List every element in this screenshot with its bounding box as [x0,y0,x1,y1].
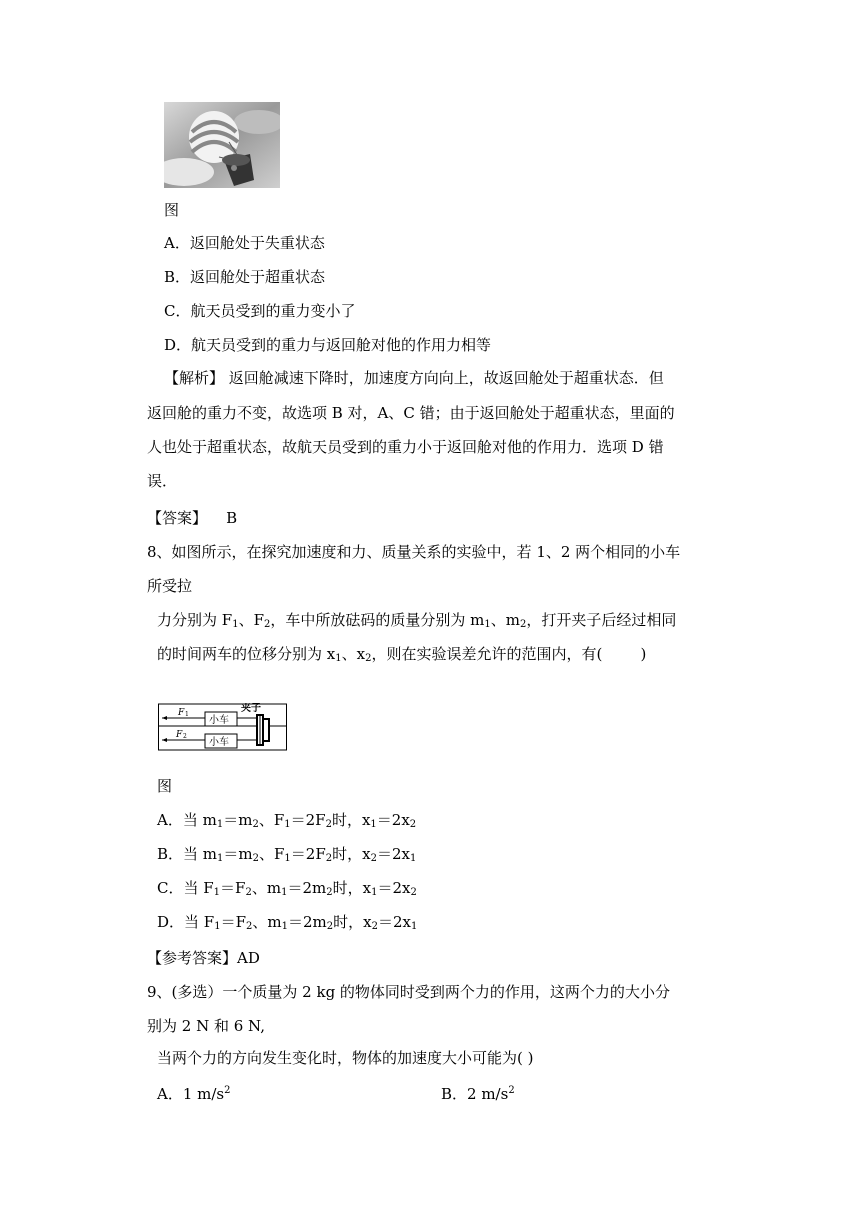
question-9-line: 别为 2 N 和 6 N, [147,1017,265,1035]
answer-value: B [226,509,238,527]
cart-experiment-figure [158,703,288,751]
force-label-2: F [176,730,183,740]
cart-label-2: 小车 [209,737,229,748]
option-d: D．航天员受到的重力与返回舱对他的作用力相等 [164,336,492,354]
option-c: C．当 $F_1=F_2$、$m_1=2m_2$时，$x_1=2x_2$ [157,879,417,898]
option-b: B．返回舱处于超重状态 [164,268,326,286]
clip-label: 夹子 [241,703,261,714]
analysis-line: 返回舱的重力不变，故选项 B 对，A、C 错；由于返回舱处于超重状态，里面的 [147,404,675,422]
force-label-1: F [178,708,185,718]
analysis-line: 【解析】 返回舱减速下降时，加速度方向向上，故返回舱处于超重状态．但 [164,369,664,387]
cart-label-1: 小车 [209,715,229,726]
option-a: A．返回舱处于失重状态 [164,234,325,252]
question-9-line: 当两个力的方向发生变化时，物体的加速度大小可能为( ) [157,1049,534,1067]
option-a: A．1 $m/s^2$ [157,1085,231,1103]
option-d: D．当 $F_1=F_2$、$m_1=2m_2$时，$x_2=2x_1$ [157,913,418,932]
option-a: A．当 $m_1=m_2$、$F_1=2F_2$时，$x_1=2x_2$ [157,811,417,830]
option-c: C．航天员受到的重力变小了 [164,302,356,320]
option-b: B．2 $m/s^2$ [441,1085,515,1103]
question-8-line: 力分别为 $F_1$、$F_2$，车中所放砝码的质量分别为 $m_1$、$m_2$，打开夹子后经过相同 [157,611,677,630]
force-label-2-sub: 2 [183,733,187,740]
balloon-capsule-figure [164,102,280,188]
force-label-1-sub: 1 [185,711,189,718]
analysis-line: 误． [147,472,178,490]
answer-label: 【答案】 [147,509,208,527]
question-8-line: 所受拉 [147,577,193,595]
question-8-line: 8、如图所示，在探究加速度和力、质量关系的实验中，若 1、2 两个相同的小车 [147,543,681,561]
figure-caption: 图 [157,777,173,795]
option-b: B．当 $m_1=m_2$、$F_1=2F_2$时，$x_2=2x_1$ [157,845,417,864]
analysis-line: 人也处于超重状态，故航天员受到的重力小于返回舱对他的作用力．选项 D 错 [147,438,664,456]
question-8-line: 的时间两车的位移分别为 $x_1$、$x_2$，则在实验误差允许的范围内，有( ) [157,645,647,664]
figure-caption: 图 [164,201,180,219]
reference-answer: 【参考答案】AD [147,949,260,967]
answer-line [147,508,237,528]
question-9-line: 9、(多选）一个质量为 2 kg 的物体同时受到两个力的作用，这两个力的大小分 [147,983,670,1001]
